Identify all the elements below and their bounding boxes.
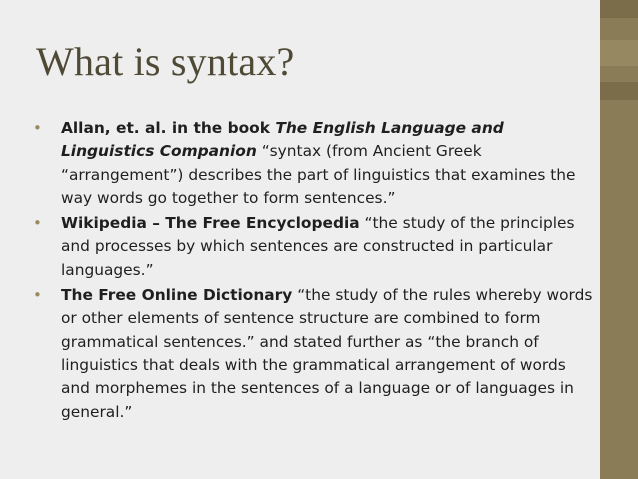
side-bar-block [600,82,638,100]
bullet-icon: • [33,119,42,137]
source-name: The Free Online Dictionary [61,286,293,305]
bullet-item-dictionary [33,284,598,424]
bullet-icon: • [33,214,42,233]
side-bar-block [600,40,638,66]
decorative-side-bar [600,0,638,479]
bullet-text: “syntax (from Ancient Greek “arrangement”) describes the part of linguistics that examines the way words go together to form sentences.” [61,142,576,207]
bullet-icon: • [33,286,42,305]
bullet-item-wikipedia [33,212,598,282]
bullet-list [33,117,598,426]
bullet-text: “the study of the rules whereby words or other elements of sentence structure are combined to form grammatical sentences.” and stated further as “the branch of linguistics that deals with the grammatical arrangement of words and morphemes in the sentences of a language or of languages in general.” [61,286,593,421]
bullet-item-allan [33,117,598,210]
bullet-lead: Allan, et. al. in the book [61,119,276,137]
side-bar-block [600,0,638,18]
book-title: The English Language and Linguistics Companion [61,119,504,161]
slide-title: What is syntax? [36,39,295,84]
source-name: Wikipedia – The Free Encyclopedia [61,214,360,233]
bullet-text: “the study of the principles and processes by which sentences are constructed in particular languages.” [61,214,575,279]
